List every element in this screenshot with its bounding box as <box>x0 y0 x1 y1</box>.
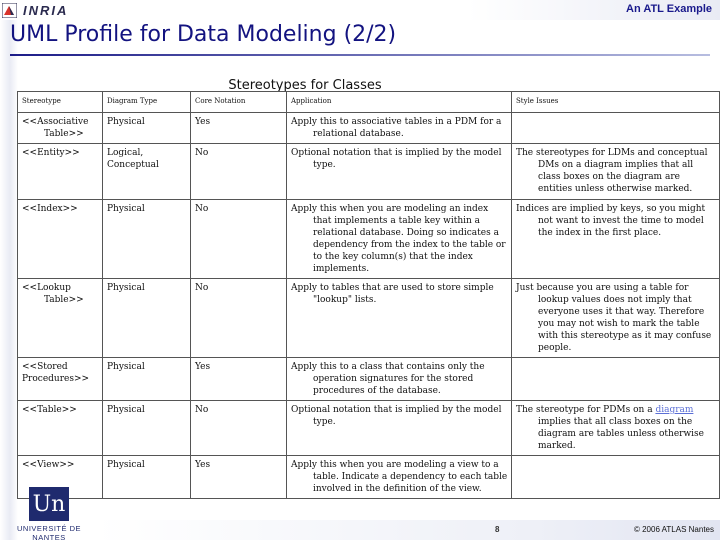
inria-logo-text: INRIA <box>23 2 69 18</box>
inria-logo-icon <box>2 3 17 18</box>
cell-diagram-type: Physical <box>103 200 191 279</box>
table-header-row <box>18 92 720 113</box>
cell-style-issues <box>512 113 720 144</box>
cell-core-notation: No <box>191 144 287 200</box>
table-row <box>18 401 720 456</box>
cell-stereotype: <<View>> <box>18 456 103 499</box>
cell-style-issues: Just because you are using a table for lookup values does not imply that everyone uses it that way. Therefore you may not wish to mark the table with this stereotype as it may confuse people. <box>512 279 720 358</box>
cell-stereotype: <<Lookup Table>> <box>18 279 103 358</box>
cell-application: Apply this when you are modeling an index that implements a table key within a relational database. Doing so indicates a dependency from the index to the table or to the key column(s) that the index implements. <box>287 200 512 279</box>
university-logo <box>3 485 95 540</box>
col-header-style-issues: Style Issues <box>512 92 720 113</box>
cell-core-notation: Yes <box>191 456 287 499</box>
cell-style-issues <box>512 456 720 499</box>
col-header-stereotype: Stereotype <box>18 92 103 113</box>
cell-core-notation: Yes <box>191 113 287 144</box>
cell-application: Apply to tables that are used to store simple "lookup" lists. <box>287 279 512 358</box>
inria-logo <box>2 2 68 18</box>
cell-diagram-type: Physical <box>103 279 191 358</box>
cell-stereotype: <<Table>> <box>18 401 103 456</box>
cell-application: Apply this to associative tables in a PDM for a relational database. <box>287 113 512 144</box>
style-text-part: implies that all class boxes on the diagram are tables unless otherwise marked. <box>538 417 704 451</box>
table-caption: Stereotypes for Classes <box>228 78 382 93</box>
stereotypes-table <box>17 91 720 499</box>
cell-diagram-type: Physical <box>103 113 191 144</box>
cell-style-issues: Indices are implied by keys, so you might not want to invest the time to model the index in the first place. <box>512 200 720 279</box>
style-text-part: The stereotype for PDMs on a <box>516 405 656 415</box>
table-row <box>18 113 720 144</box>
table-row <box>18 200 720 279</box>
cell-application: Optional notation that is implied by the model type. <box>287 144 512 200</box>
cell-diagram-type: Logical, Conceptual <box>103 144 191 200</box>
cell-diagram-type: Physical <box>103 456 191 499</box>
cell-core-notation: No <box>191 279 287 358</box>
cell-core-notation: Yes <box>191 358 287 401</box>
cell-style-issues <box>512 401 720 456</box>
cell-style-issues: The stereotypes for LDMs and conceptual DMs on a diagram implies that all class boxes on the diagram are entities unless otherwise marked. <box>512 144 720 200</box>
col-header-diagram-type: Diagram Type <box>103 92 191 113</box>
cell-application: Optional notation that is implied by the model type. <box>287 401 512 456</box>
table-row <box>18 279 720 358</box>
cell-diagram-type: Physical <box>103 358 191 401</box>
col-header-application: Application <box>287 92 512 113</box>
university-mark: Un <box>29 487 69 521</box>
cell-application: Apply this when you are modeling a view to a table. Indicate a dependency to each table involved in the definition of the view. <box>287 456 512 499</box>
copyright: © 2006 ATLAS Nantes <box>633 525 714 534</box>
cell-stereotype: <<Index>> <box>18 200 103 279</box>
university-name: UNIVERSITÉ DE NANTES <box>16 524 81 540</box>
diagram-link[interactable]: diagram <box>655 405 694 415</box>
slide-title: UML Profile for Data Modeling (2/2) <box>10 22 397 47</box>
footer-band <box>96 520 720 540</box>
cell-style-issues <box>512 358 720 401</box>
col-header-core-notation: Core Notation <box>191 92 287 113</box>
cell-application: Apply this to a class that contains only the operation signatures for the stored procedures of the database. <box>287 358 512 401</box>
page-number: 8 <box>495 525 500 534</box>
cell-core-notation: No <box>191 401 287 456</box>
cell-stereotype: <<Stored Procedures>> <box>18 358 103 401</box>
cell-stereotype: <<Associative Table>> <box>18 113 103 144</box>
table-row <box>18 456 720 499</box>
header-tag: An ATL Example <box>626 3 712 15</box>
cell-stereotype: <<Entity>> <box>18 144 103 200</box>
table-row <box>18 358 720 401</box>
title-rule <box>10 54 710 56</box>
table-row <box>18 144 720 200</box>
cell-diagram-type: Physical <box>103 401 191 456</box>
cell-core-notation: No <box>191 200 287 279</box>
header-band <box>0 0 720 20</box>
